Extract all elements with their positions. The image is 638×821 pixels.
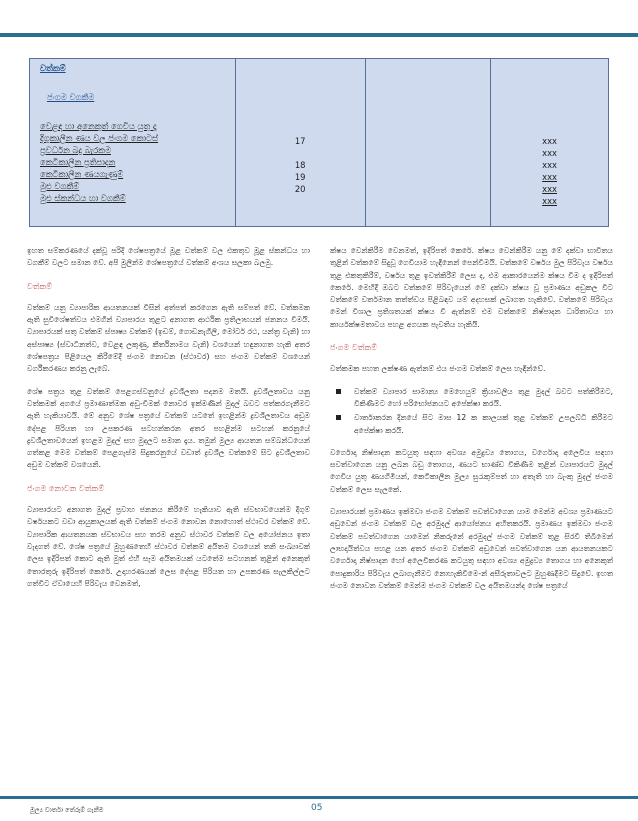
table-empty-cell (365, 59, 491, 227)
non-current-assets-paragraph: ව්‍යාපාරයට අනාගත මුදල් ප්‍රවාහ ජනනය කිරීමේ හැකියාව ඇති ස්වභාවයෙන්ම දිගුම් වර්ෂයකට වඩා ආයුකාලයක් ඇති වත්කම් ජංගම නොවන නොහොත් ස්ථාවර වත්කම් වේ. ව්‍යාපාරික ආයතනයක ස්වභාවය සහ තරම අනුව ස්ථාවර වත්කම් වල අයෝජනය ඉතා වැදගත් වේ. ශේෂ පත්‍රයේ මුහුණතෙහි ස්ථාවර වත්කම් අයිතම වශයෙන් තනි සංඛ්‍යාවක් ලෙස ඉදිරිපත් කොට ඇති මුත් එහි සෑම අයිතමයක් යටතේම සටහනක් තුළින් අනෙකුත් තොරතුරු ඉදිරිපත් කෙරේ. උදාහරණයක් ලෙස දේපළ පිරියත හා උපකරණ සැලකිල්ලට ගත්විට ඒවායෙහි පිරිවැය වෙනමත්, (27, 505, 310, 588)
square-bullet-icon (336, 389, 341, 394)
note-number: 19 (294, 172, 306, 182)
current-assets-examples-paragraph: වර්ගොදා නිෂ්පාදන කටයුතු සඳහා අවශ්‍ය අමුද්‍රව්‍ය තොගය, වර්ගොදා අලෙවිය සඳහා සවත්වාගෙන යනු ලබන බඩු තොගය, ණයට භාණ්ඩ විකිණීම තුළින් ව්‍යාපාරයට මුදල් ගෙවිය යුතු ණයගිමියන්, කෙටිකාලීන මුල්‍ය සුරැකුම්පත් හා අතැති හා බැංකු මුදල් ජංගම වත්කම් ලෙස සැලකේ. (330, 447, 613, 494)
row-label: මුළු වගකීම් (40, 181, 80, 191)
table-subheading: ජංගම වගකීම (47, 92, 95, 102)
list-item-text: වත්කම් ව්‍යාපාර සාමාන්‍ය මෙහෙයුම් ක්‍රියාවලිය තුළ මුදල් බවට පත්කිරීමට, විකිණීමට හෝ පරිභෝජනයට අපේක්ෂා කරයි. (354, 386, 613, 408)
value-cell: xxx (542, 136, 558, 146)
current-assets-intro: වත්කමක පහත ලක්ෂණ ඇත්නම් එය ජංගම වත්කම් ලෙස හැඳින්වේ. (330, 364, 546, 374)
top-rule (0, 33, 638, 37)
table-label-cell (30, 59, 236, 227)
note-number: 20 (294, 184, 306, 194)
row-label: කෙටිකාලීන ප්‍රතිපාදන (40, 157, 116, 167)
assets-paragraph: වත්කම් යනු ව්‍යාපාරික ආයතනයක් විසින් අත්පත් කරගෙන ඇති සම්පත් වේ. වත්කමක ඇති සුවිශේෂත්වය එමගින් ව්‍යාපාරය තුළට අනාගත ආර්ථික ප්‍රතිලාභයන් ජනනය වීමයි. ව්‍යාපාරයක් සතු වත්කම් ස්පෘෂ්‍ය වත්කම් (ඉඩම්, ගොඩනැගිලි, මෝටර් රථ, යන්ත්‍ර වැනි) හා අස්පෘෂ්‍ය (ස්වාධීනත්ව, වෙළඳ ලකුණු, කීර්තිනාමය වැනි) වශයෙන් හඳුනාගත හැකි අතර ශේෂපත්‍රය පිළියෙල කිරීමේදී ජංගම නොවන (ස්ථාවර) සහ ජංගම වත්කම් වශයෙන් වර්ගීකරණය කරනු ලැබේ. (27, 302, 310, 374)
section-heading-current-assets: ජංගම වත්කම් (330, 342, 378, 353)
list-item (336, 386, 613, 411)
value-cell: xxx (542, 148, 558, 158)
row-label: වෙළඳ හා අනෙකුත් ගෙවිය යුතු දෑ (40, 121, 157, 131)
note-number (236, 147, 365, 159)
value-cell: xxx (542, 172, 558, 182)
square-bullet-icon (336, 415, 341, 420)
footer-title: මූල්‍ය වාර්තා තේරුම් ගැනීම (30, 806, 104, 814)
value-cell: xxx (542, 196, 558, 206)
row-label: මුළු ස්කන්ධය හා වගකීම් (40, 193, 126, 203)
depreciation-paragraph: ක්ෂය වෙන්කිරීම වෙනමත්, ඉදිරිපත් කෙරේ. ක්ෂය වෙන්කිරීම යනු මේ දක්වා භාවිතය තුළින් වත්කමේ සිදුවූ ගෙවීයාම හැඳිනෙන් පෙන්වීමයි. වත්කමේ වර්ෂය මුල පිරිවැය වර්ෂය තුළ එකතුකිරීම්, වර්ෂය තුළ ඉවත්කිරීම් ලෙස ද, එම ආකාරයෙන්ම ක්ෂය වීම ද ඉදිරිපත් කෙරේ. මෙහිදී ඔබට වත්කමේ පිරිවැයෙන් මේ දක්වා ක්ෂය වූ ප්‍රමාණය අඩුකල විට වත්කමේ වර්තමාන තත්ත්වය පිළිබඳව යම් අදහසක් ලබාගත හැකිවේ. වත්කමේ පිරිවැය මෙන් විශාල ප්‍රතිශතයක් ක්ෂය වී ඇත්නම් එම වත්කමේ නිෂ්පාදන ධාරිතාවය හා කාර්යක්ෂමතාවය පහළ අගයක පැවතිය හැකියි. (330, 246, 613, 329)
list-item-text: වාර්තාකරන දිනයේ සිට මාස 12 ක කාලයක් තුළ වත්කම් උපලබ්ධි කිරීමට අපේක්ෂා කරයි. (354, 413, 613, 435)
criteria-list (336, 386, 613, 437)
assets-table (29, 58, 609, 227)
section-heading-assets: වත්කම් (27, 280, 53, 291)
table-heading: වත්කම් (40, 63, 66, 73)
row-label: කෙටිකාලීන ණයගැණුම් (40, 169, 124, 179)
page-number: 05 (311, 803, 323, 813)
table-notes-cell (235, 59, 365, 227)
list-item (336, 412, 613, 437)
working-capital-paragraph: ව්‍යාපාරයක් ප්‍රමාණය ඉක්මවා ජංගම වත්කම් පවත්වාගෙන යාම මෙන්ම අවශ්‍ය ප්‍රමාණයට අඩුවෙන් ජංගම වත්කම් වල අරමුදල් ආයෝජනය අහිතකරයි. ප්‍රමාණය ඉක්මවා ජංගම වත්කම් පවත්වාගෙන යාමෙන් නිකරුනේ අරමුදල් ජංගම වත්කම් තුළ සිරවී තිබීමෙන් ලාභදායිත්වය පහළ යන අතර ජංගම වත්කම් අඩුවෙන් පවත්වාගෙන යන ආයතනයකට වර්ගොදා නිෂ්පාදන හෝ අලෙවිකරණ කටයුතු සඳහා අවශ්‍ය අමුද්‍රව්‍ය තොගය හා අනෙකුත් පොදුකාරිය පිරිවැය ලබාගැනීමට නොහැකිවීමෙ-න් අසීරුතාවලට මුහුණදීමට සිදුවේ. ඉහත ජංගම නොවන වත්කම් මෙන්ම ජංගම වත්කම් වල අයිතමයන්ද ශේෂ පත්‍රයේ (330, 507, 613, 590)
bottom-rule (0, 796, 638, 799)
row-label: දිගුකාලීන ණය වල ජංගම කොටස් (40, 133, 159, 143)
value-cell: xxx (542, 160, 558, 170)
note-number: 17 (294, 136, 306, 146)
right-column (330, 245, 613, 602)
row-label: ප්‍රවර්ධන බදු බැරකම (40, 145, 111, 155)
note-number: 18 (294, 160, 306, 170)
liquidity-paragraph: ශේෂ පත්‍රය තුළ වත්කම් පෙළගස්වනුයේ ද්‍රවශීලතා පදනම මතයි. ද්‍රවශීලතාවය යනු වත්කමක් අගයේ ප්‍රමාණාත්මක අඩු-වීමක් නොවර ඉක්මණින් මුදල් බවට පත්කරගැනීමට ඇති හැකියාවයි. මේ අනුව ශේෂ පත්‍රයේ වත්කම් යටතේ ඉහළින්ම ද්‍රවශීලතාවය අඩුම දේපළ පිරියත හා උපකරණ සටහන්කරන අතර පහළින්ම සටහන් කරනුයේ ද්‍රවශීලතාවයෙන් ඉහළම මුදල් සහ මුදලට සමාන දෑය. තමුන් මුල්‍ය ආයතන සම්බන්ධයෙන් ගත්කළ මෙම වත්කම් පෙළගැස්ම සිදුකරනුයේ වඩාත් ද්‍රවශීල වත්කමේ සිට ද්‍රවශීලතාව අඩුම වත්කම් වශයෙනි. (27, 386, 310, 470)
value-cell: xxx (542, 184, 558, 194)
intro-paragraph: ඉහත සම්කරණයේ දක්වූ පරිදි ශේෂපත්‍රයේ මූළ වත්කම් වල එකතුව මූළ ස්කන්ධය හා වගකීම් වලට සමාන වේ. අපි මුලින්ම ශේෂපත්‍රයේ වත්කම් අංශය සලකා බලමු. (27, 246, 310, 268)
section-heading-non-current-assets: ජංගම නොවන වත්කම් (27, 482, 105, 493)
table-values-cell (491, 59, 609, 227)
left-column (27, 245, 310, 600)
